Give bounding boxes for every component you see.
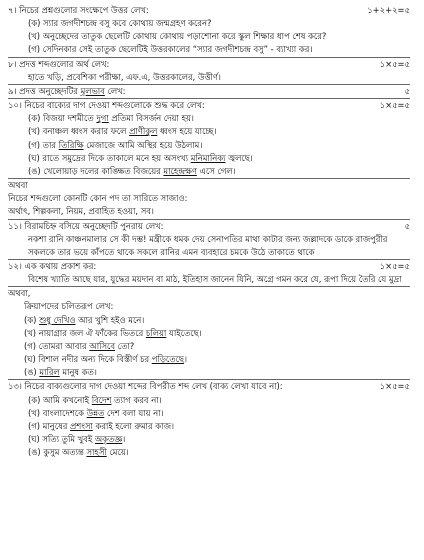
marks-label: ১×৫=৫ <box>379 381 410 392</box>
line-text: অথবা, <box>8 288 31 299</box>
line-text <box>28 447 129 457</box>
text-part: ধ্বংস হয়ে যাচ্ছে। <box>157 126 217 137</box>
line-text <box>28 434 125 444</box>
underlined-word: পড়িতেছে <box>151 354 184 365</box>
text-part: (গ) তার <box>28 139 59 150</box>
text-part: (ঙ) <box>24 367 40 378</box>
line-text: ১০। নিচের বাক্যের দাগ দেওয়া শব্দগুলোকে শুদ্ধ করে লেখ: <box>8 100 205 111</box>
line-text <box>28 140 202 150</box>
question-heading <box>8 380 410 393</box>
text-part: এসে গেল। <box>196 165 236 176</box>
question-subitem <box>8 43 410 56</box>
instruction-text <box>8 287 410 300</box>
question-subitem <box>8 366 410 379</box>
line-text <box>28 408 164 418</box>
text-part: করাই হলো রুমার কাজ। <box>92 420 175 431</box>
underlined-word: দুগা <box>96 113 109 124</box>
question-subitem <box>8 327 410 340</box>
line-text: (গ) সেদিনকার সেই তাতুক ছেলেটিই উত্তরকালের “স্যার জগদীশচন্দ্র বসু” - ব্যাখ্যা কর। <box>28 44 313 55</box>
instruction-text <box>8 205 410 218</box>
text-part: দেশ বলা যায় না। <box>104 407 164 418</box>
marks-label: ৫ <box>404 220 410 231</box>
line-text <box>28 395 162 405</box>
line-text: ১৩। নিচের বাক্যগুলোর দাগ দেওয়া শব্দের বিপরীত শব্দ লেখ (বাক্য লেখা যাবে না): <box>8 381 283 392</box>
question-heading <box>8 220 410 233</box>
text-part: । <box>122 434 126 444</box>
underlined-word: মারিল <box>39 367 60 378</box>
question-subitem <box>8 353 410 366</box>
text-part: (খ) নায়াগ্রার জল ঐ ফাঁকের ভিতরে <box>24 327 146 338</box>
underlined-word: শুধু দেখিও <box>39 314 76 325</box>
underlined-word: মনিমানিক্য <box>190 152 226 163</box>
line-text <box>24 354 187 364</box>
underlined-word: প্রশংসা <box>70 420 93 431</box>
line-text <box>24 341 134 351</box>
line-text <box>28 166 236 176</box>
marks-label: ১×৫=৫ <box>379 260 410 271</box>
question-subitem <box>8 17 410 30</box>
text-part: লেখ: <box>104 85 126 96</box>
text-part: আর খুশি হইও মনে। <box>75 314 145 325</box>
line-text: ১১। বিরামচিহ্ন বসিয়ে অনুচ্ছেদটি পুনরায় লেখ: <box>8 220 164 231</box>
text-part: (ঙ) খেলোয়াড় দলের কাঙ্ক্ষিত বিজয়ের <box>28 165 164 176</box>
underlined-word: উন্নত <box>86 407 105 418</box>
question-subitem <box>8 314 410 327</box>
marks-label: ১+২+২=৫ <box>367 5 410 15</box>
line-text <box>8 86 125 96</box>
question-heading <box>8 58 410 71</box>
text-part: প্রতিমা বিসর্জন দেয়া হয়। <box>108 113 194 124</box>
instruction-text <box>8 192 410 205</box>
line-text: ৮। প্রদত্ত শব্দগুলোর অর্থ লেখ: <box>8 58 110 69</box>
text-part: (ক) বিজয়া দশমীতে <box>28 113 97 124</box>
underlined-word: সাহসী <box>86 447 107 458</box>
text-part: । <box>183 354 187 365</box>
question-subitem <box>8 394 410 407</box>
line-text: (খ) অনুচ্ছেদের তাতুক ছেলেটি কোথায় কোথায় পড়াশোনা করে স্কুল শিক্ষার ধাপ শেষ করে? <box>28 31 327 42</box>
line-text: (ক) স্যার জগদীশচন্দ্র বসু কবে কোথায় জন্মগ্রহণ করেন? <box>28 18 212 29</box>
text-part: ত্যাগ করব না। <box>111 394 162 405</box>
text-part: (খ) বনাঞ্চল ধ্বংস করার ফলে <box>28 126 130 137</box>
underlined-word: চলিয়া <box>145 327 167 338</box>
question-subitem <box>8 340 410 353</box>
text-part: (ঘ) রাতে সমুদ্রের দিকে তাকালে মনে হয় অসংখ্য <box>28 152 191 163</box>
marks-label: ৫ <box>404 85 410 96</box>
line-text <box>28 113 194 123</box>
line-text: নকশা রানি কাঞ্চনমালার সে কী দম্ভ! মন্ত্রীকে ধমক দেয় সেনাপতির মাথা কাটার জন্য জল্লাদকে ডাকে রাজপুরীর সকলকে তার ভয়ে কাঁপতে থাকে সকলে রানির এমন ব্যবহারে চমকে উঠে তাকাতে থাকে <box>28 233 388 257</box>
text-part: (ঙ) কুসুম অত্যন্ত <box>28 447 87 458</box>
line-text <box>24 328 202 338</box>
text-part: (ঘ) সত্যি তুমি খুবই <box>28 434 95 444</box>
underlined-word: তিরিক্ষি <box>58 139 84 150</box>
text-part: তো? <box>115 340 135 351</box>
passage-text <box>8 233 410 259</box>
passage-text <box>8 273 410 286</box>
question-heading <box>8 85 410 98</box>
text-part: মানুষ কত। <box>59 367 97 378</box>
line-text <box>28 126 216 136</box>
line-text: ১২। এক কথায় প্রকাশ কর: <box>8 260 97 271</box>
text-part: মেয়ে। <box>106 447 129 458</box>
text-part: যাইতেছে। <box>166 327 202 338</box>
line-text: অথবা <box>8 180 28 191</box>
underlined-word: মাহেন্দ্রক্ষণ <box>163 165 197 176</box>
line-text <box>28 153 253 163</box>
instruction-text <box>8 300 410 313</box>
line-text: হাতে খড়ি, প্রবেশিকা পরীক্ষা, এফ.এ, উত্তরকালের, উত্তীর্ণ। <box>28 71 221 82</box>
underlined-word: বিদেশ <box>91 394 112 405</box>
text-part: ৯। প্রদত্ত অনুচ্ছেদটির <box>8 85 81 96</box>
text-part: (ঘ) বিশাল নদীর অন্য দিকে বিস্তীর্ণ চর <box>24 354 152 365</box>
line-text: নিচের শব্দগুলো কোনটি কোন পদ তা সারিতে সাজাও: <box>8 193 188 204</box>
text-part: (গ) মানুষের <box>28 420 71 431</box>
question-subitem <box>8 71 410 84</box>
question-subitem <box>8 30 410 43</box>
line-text: ৭। নিচের প্রশ্নগুলোর সংক্ষেপে উত্তর লেখ: <box>8 5 149 15</box>
question-subitem <box>8 165 410 178</box>
question-subitem <box>8 446 410 459</box>
text-part: (ক) আমি কখনোই <box>28 394 92 405</box>
marks-label: ১×৫=৫ <box>379 58 410 69</box>
text-part: (গ) তোমরা আবার <box>24 340 90 351</box>
text-part: (খ) বাংলাদেশকে <box>28 407 87 418</box>
marks-label: ১×৫=৫ <box>379 100 410 111</box>
question-subitem <box>8 125 410 138</box>
question-subitem <box>8 112 410 125</box>
underlined-word: অকৃতজ্ঞ <box>94 434 123 444</box>
underlined-word: মূলভাব <box>80 85 105 96</box>
question-heading <box>8 260 410 273</box>
underlined-word: প্রাণীকুল <box>129 126 158 137</box>
line-text <box>28 421 174 431</box>
line-text: অর্থাৎ, শিল্পকলা, নিয়ম, প্রবাহিত হওয়া, সব। <box>8 206 154 217</box>
question-subitem <box>8 407 410 420</box>
text-part: মেজাজে আমি অস্থির হয়ে উঠলাম। <box>83 139 203 150</box>
question-heading <box>8 99 410 112</box>
line-text: বিশেষ খ্যাতি আছে যার, যুদ্ধের ময়দান বা মাঠ, ইতিহাস জানেন যিনি, অগ্রে গমন করে যে, রূপা দিয়ে তৈরি যে মুদ্রা <box>28 274 402 285</box>
underlined-word: আসিবে <box>89 340 116 351</box>
question-subitem <box>8 152 410 165</box>
line-text <box>24 367 97 377</box>
line-text: ক্রিয়াপদের চলিতরূপ লেখ: <box>24 301 114 312</box>
question-subitem <box>8 433 410 446</box>
line-text <box>24 315 144 325</box>
text-part: (ক) <box>24 314 40 325</box>
question-heading <box>8 4 410 17</box>
question-subitem <box>8 420 410 433</box>
instruction-text <box>8 179 410 192</box>
text-part: জ্বলছে। <box>225 152 253 163</box>
question-subitem <box>8 139 410 152</box>
